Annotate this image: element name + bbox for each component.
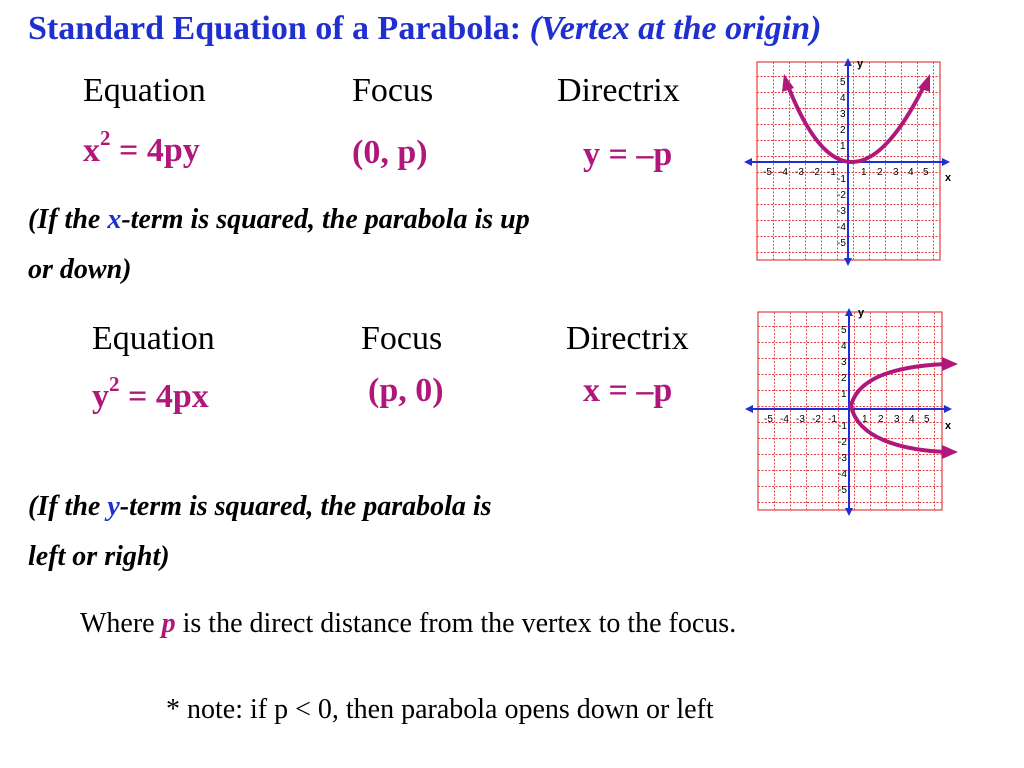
note-2 [28,482,492,582]
focus-header-1: Focus [352,72,434,109]
y-tick-1-6: -2 [837,190,846,201]
y-tick-2-8: -4 [838,469,847,480]
x-tick-1-4: -1 [827,167,836,178]
x-tick-2-7: 3 [894,414,900,425]
directrix-header-1: Directrix [557,72,680,109]
y-tick-1-7: -3 [837,206,846,217]
x-tick-2-9: 5 [924,414,930,425]
x-tick-1-3: -2 [811,167,820,178]
x-axis-label-1: x [945,172,952,184]
y-axis-label-1: y [857,58,864,70]
focus-1: (0, p) [352,134,428,171]
x-tick-2-8: 4 [909,414,915,425]
directrix-1: y = –p [583,136,673,173]
note-1-term: x [107,204,122,235]
note-2-line2: left or right) [28,541,170,572]
x-tick-1-6: 2 [877,167,883,178]
graph-parabola-right [740,304,962,518]
note-1 [28,195,530,295]
y-tick-2-9: -5 [838,485,847,496]
equation-2-rhs: = 4px [119,378,209,415]
directrix-header-2: Directrix [566,320,689,357]
equation-2 [92,371,209,416]
y-tick-2-6: -2 [838,437,847,448]
y-tick-1-3: 2 [840,125,846,136]
where-suffix: is the direct distance from the vertex to the focus. [175,608,737,639]
y-axis-label-2: y [858,307,865,319]
equation-1-var: x [83,132,100,169]
x-tick-2-0: -5 [764,414,773,425]
directrix-2: x = –p [583,372,673,409]
x-tick-1-9: 5 [923,167,929,178]
note-1-line2: or down) [28,254,132,285]
note-2-suffix: -term is squared, the parabola is [119,491,492,522]
x-tick-1-7: 3 [893,167,899,178]
equation-1-exponent: 2 [100,125,111,150]
note-1-suffix: -term is squared, the parabola is up [121,204,530,235]
x-tick-2-4: -1 [828,414,837,425]
x-tick-2-3: -2 [812,414,821,425]
note-2-prefix: (If the [28,491,108,522]
x-tick-1-2: -3 [795,167,804,178]
where-prefix: Where [80,608,162,639]
footnote: * note: if p < 0, then parabola opens down or left [166,694,714,725]
note-1-prefix: (If the [28,204,108,235]
y-tick-1-2: 3 [840,109,846,120]
x-tick-2-6: 2 [878,414,884,425]
y-tick-1-4: 1 [840,141,846,152]
x-tick-1-0: -5 [763,167,772,178]
equation-1-rhs: = 4py [110,132,200,169]
title-subtitle: (Vertex at the origin) [529,10,822,47]
y-tick-2-2: 3 [841,357,847,368]
x-axis-label-2: x [945,420,952,432]
equation-header-1: Equation [83,72,206,109]
title-main: Standard Equation of a Parabola: [28,10,522,47]
y-tick-1-1: 4 [840,93,846,104]
x-tick-1-5: 1 [861,167,867,178]
focus-2: (p, 0) [368,372,444,409]
x-tick-1-1: -4 [779,167,788,178]
y-tick-2-3: 2 [841,373,847,384]
y-tick-1-8: -4 [837,222,846,233]
y-tick-2-7: -3 [838,453,847,464]
y-tick-2-0: 5 [841,325,847,336]
where-var: p [161,608,176,639]
y-tick-2-1: 4 [841,341,847,352]
equation-header-2: Equation [92,320,215,357]
y-tick-2-4: 1 [841,389,847,400]
where-text [80,608,736,640]
graph-parabola-up [740,56,962,270]
equation-2-exponent: 2 [109,371,120,396]
note-2-term: y [107,491,120,522]
x-tick-1-8: 4 [908,167,914,178]
equation-2-var: y [92,378,109,415]
x-tick-2-5: 1 [862,414,868,425]
x-tick-2-2: -3 [796,414,805,425]
focus-header-2: Focus [361,320,443,357]
page-title [28,10,821,48]
equation-1 [83,125,200,170]
y-tick-1-0: 5 [840,77,846,88]
y-tick-2-5: -1 [838,421,847,432]
x-tick-2-1: -4 [780,414,789,425]
y-tick-1-5: -1 [837,174,846,185]
y-tick-1-9: -5 [837,238,846,249]
